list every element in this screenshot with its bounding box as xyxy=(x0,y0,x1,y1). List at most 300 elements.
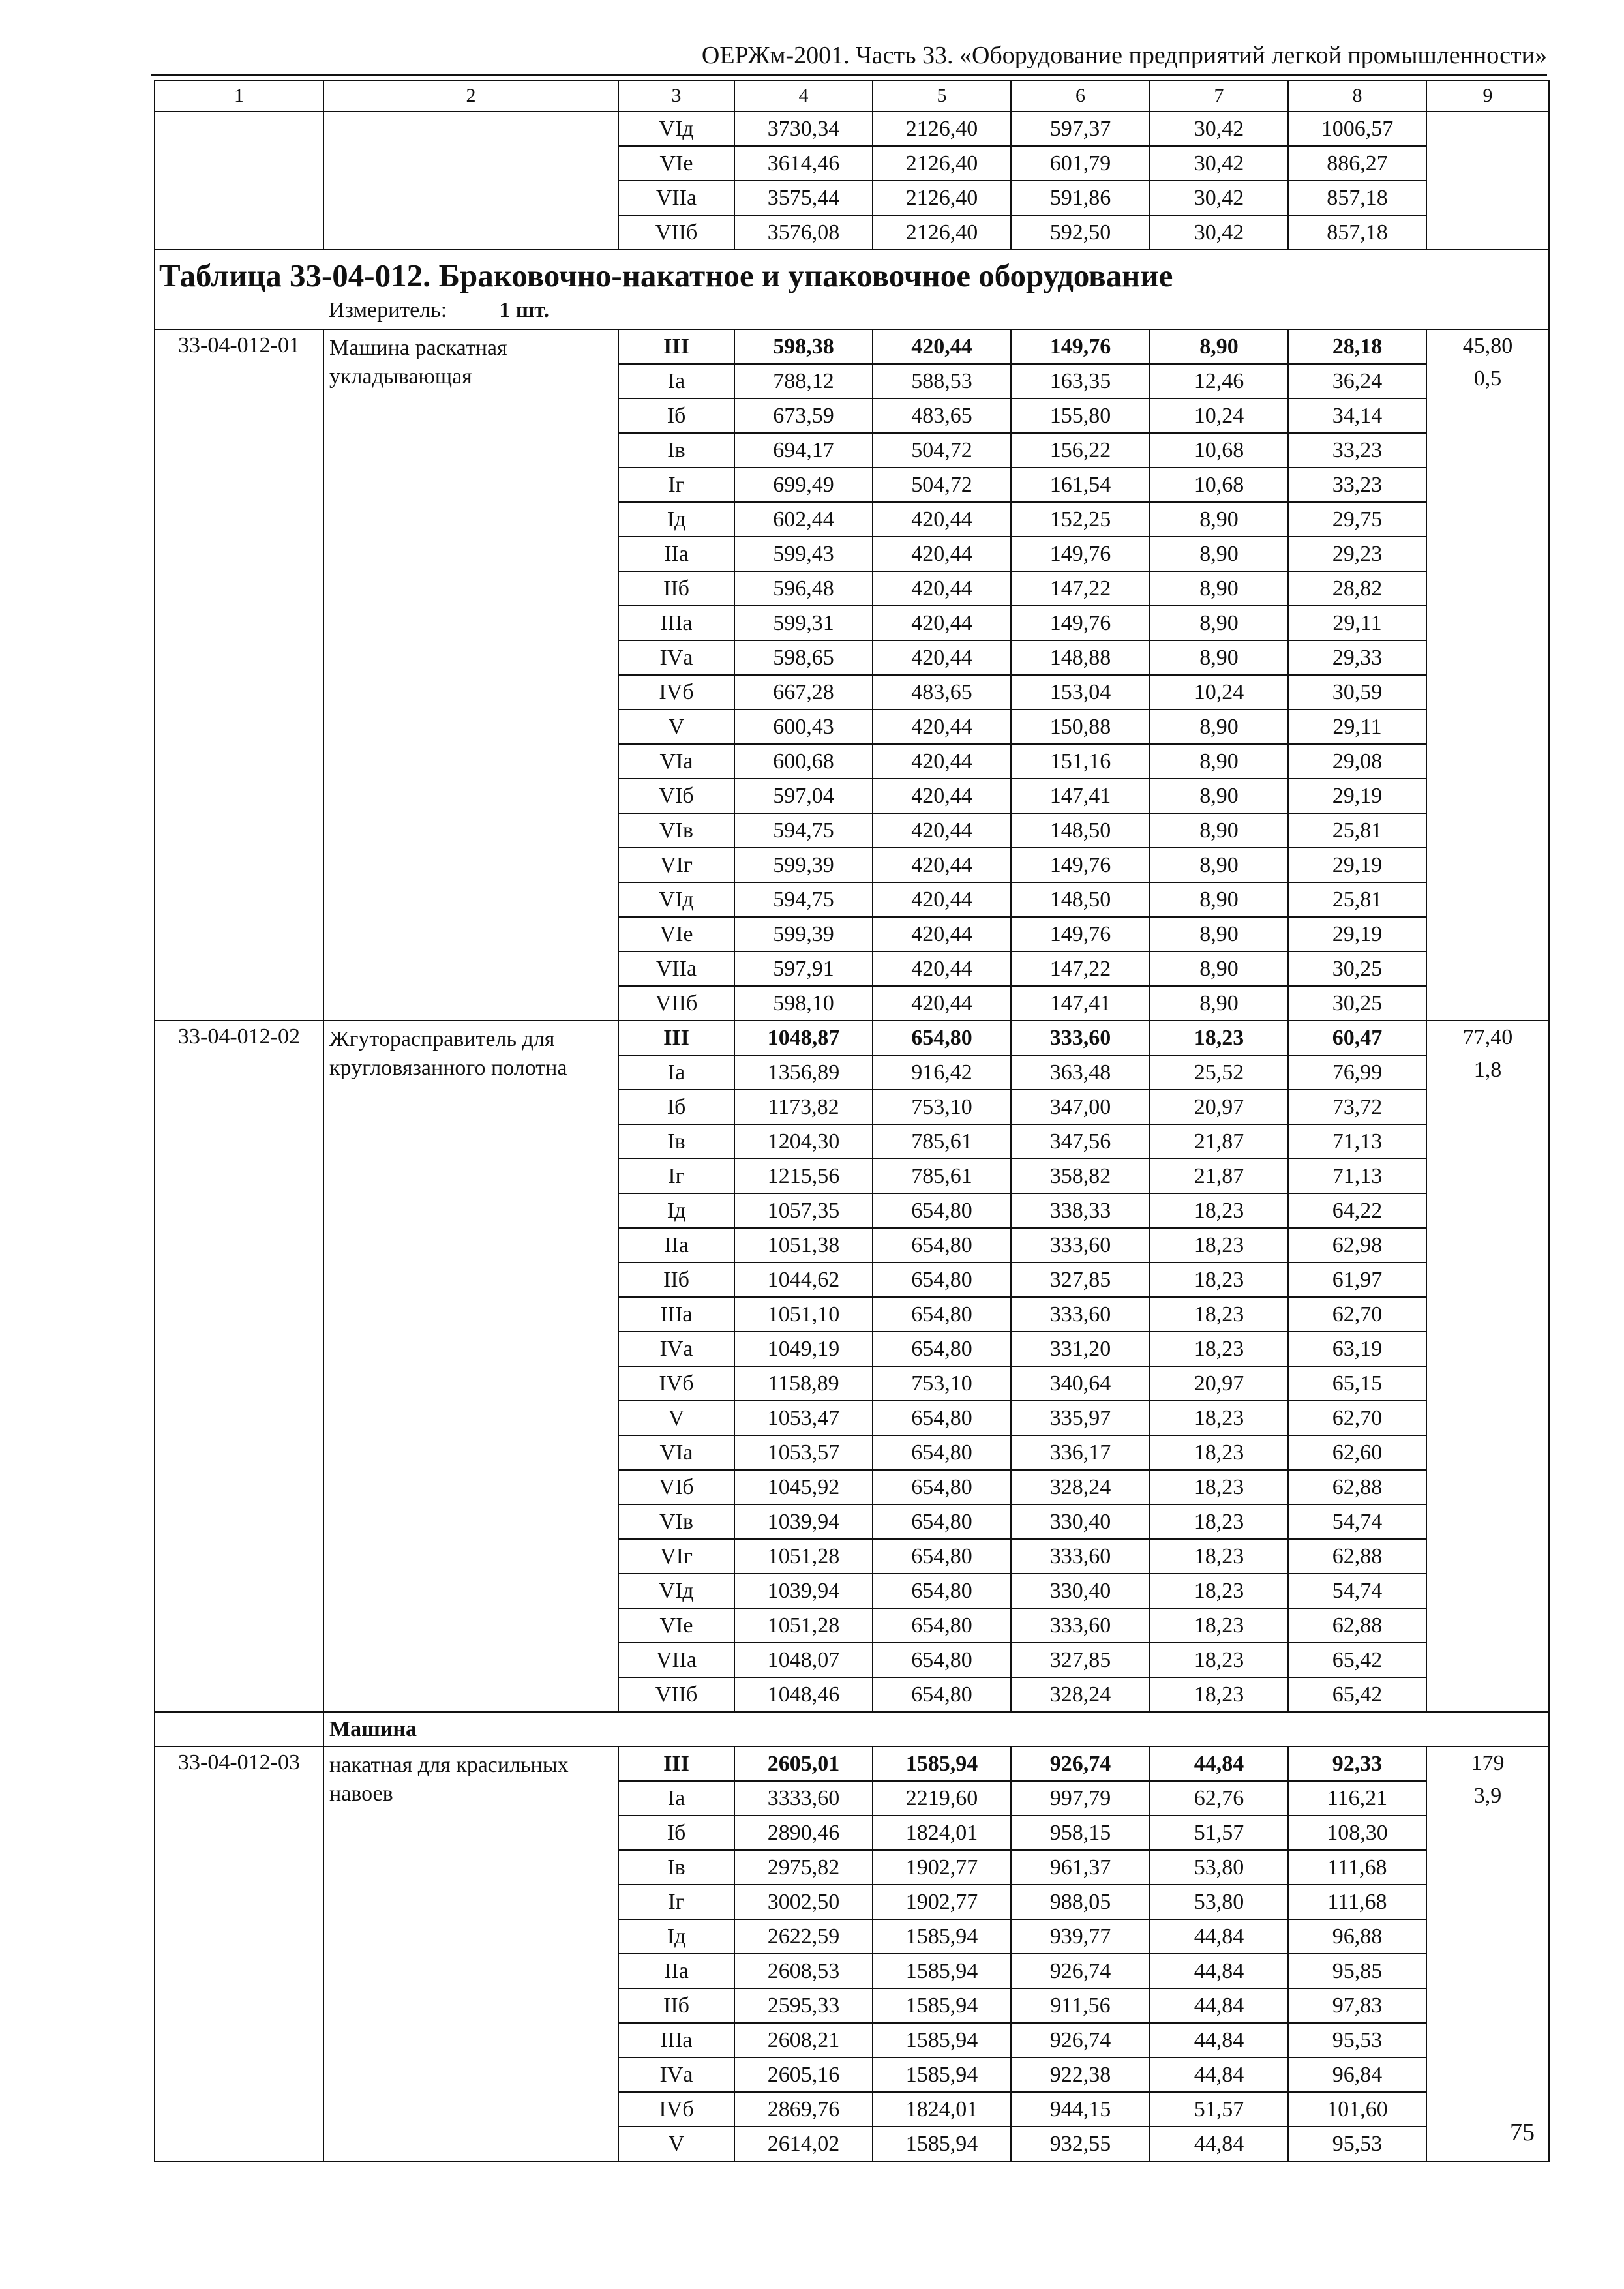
region-cell: VIв xyxy=(618,813,734,848)
value-cell: 420,44 xyxy=(873,640,1011,675)
value-cell: 54,74 xyxy=(1288,1504,1426,1539)
header-rule xyxy=(151,74,1547,76)
value-cell: 598,38 xyxy=(734,329,873,364)
value-cell: 21,87 xyxy=(1150,1159,1288,1193)
value-cell: 2890,46 xyxy=(734,1816,873,1850)
region-cell: Iв xyxy=(618,433,734,468)
value-cell: 2605,16 xyxy=(734,2057,873,2092)
value-cell: 101,60 xyxy=(1288,2092,1426,2127)
table-row xyxy=(155,329,1549,364)
value-cell: 1585,94 xyxy=(873,2127,1011,2161)
value-cell: 18,23 xyxy=(1150,1332,1288,1366)
value-cell: 18,23 xyxy=(1150,1228,1288,1263)
region-cell: IIа xyxy=(618,537,734,571)
value-cell: 328,24 xyxy=(1011,1470,1150,1504)
extra-value: 179 xyxy=(1471,1751,1505,1775)
region-cell: V xyxy=(618,2127,734,2161)
value-cell: 18,23 xyxy=(1150,1504,1288,1539)
value-cell: 2975,82 xyxy=(734,1850,873,1885)
value-cell: 18,23 xyxy=(1150,1677,1288,1712)
value-cell: 29,75 xyxy=(1288,502,1426,537)
region-cell: VIIб xyxy=(618,986,734,1021)
value-cell: 29,19 xyxy=(1288,917,1426,951)
value-cell: 788,12 xyxy=(734,364,873,398)
value-cell: 588,53 xyxy=(873,364,1011,398)
value-cell: 3002,50 xyxy=(734,1885,873,1919)
value-cell: 601,79 xyxy=(1011,146,1150,181)
value-cell: 3730,34 xyxy=(734,112,873,146)
region-cell: VIа xyxy=(618,744,734,779)
value-cell: 95,85 xyxy=(1288,1954,1426,1988)
value-cell: 18,23 xyxy=(1150,1401,1288,1435)
value-cell: 1057,35 xyxy=(734,1193,873,1228)
value-cell: 1824,01 xyxy=(873,2092,1011,2127)
value-cell: 347,56 xyxy=(1011,1124,1150,1159)
table-title-row xyxy=(155,250,1549,329)
region-cell: IIб xyxy=(618,571,734,606)
value-cell: 363,48 xyxy=(1011,1055,1150,1090)
value-cell: 8,90 xyxy=(1150,606,1288,640)
value-cell: 30,42 xyxy=(1150,112,1288,146)
region-cell: VIд xyxy=(618,882,734,917)
value-cell: 333,60 xyxy=(1011,1228,1150,1263)
value-cell: 33,23 xyxy=(1288,433,1426,468)
region-cell: VIIа xyxy=(618,951,734,986)
value-cell: 44,84 xyxy=(1150,2057,1288,2092)
code-cell xyxy=(155,112,323,250)
value-cell: 29,23 xyxy=(1288,537,1426,571)
value-cell: 1173,82 xyxy=(734,1090,873,1124)
value-cell: 654,80 xyxy=(873,1539,1011,1574)
value-cell: 62,70 xyxy=(1288,1297,1426,1332)
region-cell: VIIб xyxy=(618,1677,734,1712)
value-cell: 28,82 xyxy=(1288,571,1426,606)
value-cell: 8,90 xyxy=(1150,329,1288,364)
value-cell: 3333,60 xyxy=(734,1781,873,1816)
value-cell: 654,80 xyxy=(873,1435,1011,1470)
value-cell: 8,90 xyxy=(1150,640,1288,675)
value-cell: 997,79 xyxy=(1011,1781,1150,1816)
table-row xyxy=(155,1746,1549,1781)
column-number-row xyxy=(155,80,1549,112)
value-cell: 161,54 xyxy=(1011,468,1150,502)
region-cell: Iа xyxy=(618,1055,734,1090)
subheading-row xyxy=(155,1712,1549,1746)
value-cell: 911,56 xyxy=(1011,1988,1150,2023)
region-cell: V xyxy=(618,710,734,744)
value-cell: 338,33 xyxy=(1011,1193,1150,1228)
region-cell: Iб xyxy=(618,398,734,433)
value-cell: 149,76 xyxy=(1011,537,1150,571)
region-cell: IVб xyxy=(618,1366,734,1401)
value-cell: 62,88 xyxy=(1288,1470,1426,1504)
value-cell: 420,44 xyxy=(873,710,1011,744)
region-cell: Iб xyxy=(618,1090,734,1124)
value-cell: 1045,92 xyxy=(734,1470,873,1504)
value-cell: 654,80 xyxy=(873,1297,1011,1332)
value-cell: 1039,94 xyxy=(734,1574,873,1608)
value-cell: 420,44 xyxy=(873,779,1011,813)
extra-cell xyxy=(1426,112,1549,250)
region-cell: VIIб xyxy=(618,215,734,250)
value-cell: 8,90 xyxy=(1150,744,1288,779)
value-cell: 504,72 xyxy=(873,468,1011,502)
value-cell: 150,88 xyxy=(1011,710,1150,744)
value-cell: 116,21 xyxy=(1288,1781,1426,1816)
value-cell: 108,30 xyxy=(1288,1816,1426,1850)
region-cell: VIг xyxy=(618,1539,734,1574)
item-code: 33-04-012-03 xyxy=(155,1746,323,2161)
value-cell: 148,88 xyxy=(1011,640,1150,675)
value-cell: 916,42 xyxy=(873,1055,1011,1090)
value-cell: 65,15 xyxy=(1288,1366,1426,1401)
value-cell: 3576,08 xyxy=(734,215,873,250)
value-cell: 149,76 xyxy=(1011,848,1150,882)
value-cell: 340,64 xyxy=(1011,1366,1150,1401)
value-cell: 111,68 xyxy=(1288,1850,1426,1885)
region-cell: VIIа xyxy=(618,181,734,215)
value-cell: 926,74 xyxy=(1011,2023,1150,2057)
region-cell: Iг xyxy=(618,468,734,502)
value-cell: 327,85 xyxy=(1011,1643,1150,1677)
value-cell: 53,80 xyxy=(1150,1850,1288,1885)
value-cell: 753,10 xyxy=(873,1366,1011,1401)
region-cell: Iб xyxy=(618,1816,734,1850)
value-cell: 29,19 xyxy=(1288,848,1426,882)
value-cell: 44,84 xyxy=(1150,2127,1288,2161)
value-cell: 155,80 xyxy=(1011,398,1150,433)
value-cell: 1585,94 xyxy=(873,1919,1011,1954)
value-cell: 111,68 xyxy=(1288,1885,1426,1919)
value-cell: 95,53 xyxy=(1288,2127,1426,2161)
value-cell: 8,90 xyxy=(1150,537,1288,571)
value-cell: 62,70 xyxy=(1288,1401,1426,1435)
value-cell: 1902,77 xyxy=(873,1850,1011,1885)
region-cell: Iд xyxy=(618,502,734,537)
value-cell: 699,49 xyxy=(734,468,873,502)
value-cell: 599,39 xyxy=(734,848,873,882)
value-cell: 1006,57 xyxy=(1288,112,1426,146)
value-cell: 330,40 xyxy=(1011,1574,1150,1608)
region-cell: VIе xyxy=(618,917,734,951)
value-cell: 483,65 xyxy=(873,398,1011,433)
column-number: 1 xyxy=(155,80,323,112)
value-cell: 654,80 xyxy=(873,1021,1011,1055)
value-cell: 30,42 xyxy=(1150,146,1288,181)
value-cell: 2126,40 xyxy=(873,215,1011,250)
value-cell: 18,23 xyxy=(1150,1643,1288,1677)
region-cell: VIа xyxy=(618,1435,734,1470)
value-cell: 20,97 xyxy=(1150,1090,1288,1124)
running-title: ОЕРЖм-2001. Часть 33. «Оборудование предприятий легкой промышленности» xyxy=(701,42,1547,69)
value-cell: 8,90 xyxy=(1150,571,1288,606)
table-title: Таблица 33-04-012. Браковочно-накатное и упаковочное оборудование xyxy=(159,258,1173,293)
region-cell: III xyxy=(618,1021,734,1055)
region-cell: III xyxy=(618,1746,734,1781)
region-cell: Iд xyxy=(618,1193,734,1228)
table-row xyxy=(155,1021,1549,1055)
value-cell: 10,24 xyxy=(1150,675,1288,710)
value-cell: 12,46 xyxy=(1150,364,1288,398)
value-cell: 18,23 xyxy=(1150,1574,1288,1608)
value-cell: 71,13 xyxy=(1288,1124,1426,1159)
region-cell: VIг xyxy=(618,848,734,882)
value-cell: 62,88 xyxy=(1288,1539,1426,1574)
code-cell xyxy=(155,1712,323,1746)
value-cell: 335,97 xyxy=(1011,1401,1150,1435)
value-cell: 54,74 xyxy=(1288,1574,1426,1608)
value-cell: 1585,94 xyxy=(873,2057,1011,2092)
value-cell: 600,43 xyxy=(734,710,873,744)
region-cell: VIIа xyxy=(618,1643,734,1677)
value-cell: 597,37 xyxy=(1011,112,1150,146)
extra-value: 77,40 xyxy=(1462,1025,1513,1049)
value-cell: 8,90 xyxy=(1150,951,1288,986)
value-cell: 30,42 xyxy=(1150,181,1288,215)
region-cell: Iа xyxy=(618,1781,734,1816)
value-cell: 62,88 xyxy=(1288,1608,1426,1643)
value-cell: 62,76 xyxy=(1150,1781,1288,1816)
value-cell: 20,97 xyxy=(1150,1366,1288,1401)
value-cell: 327,85 xyxy=(1011,1263,1150,1297)
value-cell: 599,31 xyxy=(734,606,873,640)
value-cell: 333,60 xyxy=(1011,1608,1150,1643)
region-cell: IIб xyxy=(618,1988,734,2023)
value-cell: 654,80 xyxy=(873,1470,1011,1504)
item-name: накатная для красильных навоев xyxy=(323,1746,618,2161)
value-cell: 599,39 xyxy=(734,917,873,951)
value-cell: 3614,46 xyxy=(734,146,873,181)
value-cell: 504,72 xyxy=(873,433,1011,468)
column-number: 6 xyxy=(1011,80,1150,112)
value-cell: 8,90 xyxy=(1150,813,1288,848)
value-cell: 148,50 xyxy=(1011,813,1150,848)
value-cell: 1215,56 xyxy=(734,1159,873,1193)
region-cell: Iг xyxy=(618,1885,734,1919)
value-cell: 886,27 xyxy=(1288,146,1426,181)
table-title-cell xyxy=(155,250,1549,329)
extra-value: 1,8 xyxy=(1473,1058,1502,1082)
value-cell: 420,44 xyxy=(873,606,1011,640)
value-cell: 18,23 xyxy=(1150,1435,1288,1470)
value-cell: 1048,07 xyxy=(734,1643,873,1677)
value-cell: 420,44 xyxy=(873,537,1011,571)
page-header xyxy=(151,39,1547,72)
value-cell: 1356,89 xyxy=(734,1055,873,1090)
value-cell: 25,81 xyxy=(1288,882,1426,917)
value-cell: 654,80 xyxy=(873,1677,1011,1712)
value-cell: 29,11 xyxy=(1288,710,1426,744)
value-cell: 596,48 xyxy=(734,571,873,606)
value-cell: 64,22 xyxy=(1288,1193,1426,1228)
value-cell: 654,80 xyxy=(873,1608,1011,1643)
value-cell: 62,98 xyxy=(1288,1228,1426,1263)
value-cell: 1158,89 xyxy=(734,1366,873,1401)
extra-value: 45,80 xyxy=(1462,334,1513,358)
value-cell: 753,10 xyxy=(873,1090,1011,1124)
region-cell: VIд xyxy=(618,112,734,146)
rates-table xyxy=(154,80,1550,2162)
value-cell: 61,97 xyxy=(1288,1263,1426,1297)
value-cell: 597,91 xyxy=(734,951,873,986)
value-cell: 598,10 xyxy=(734,986,873,1021)
value-cell: 1824,01 xyxy=(873,1816,1011,1850)
value-cell: 147,22 xyxy=(1011,571,1150,606)
region-cell: VIб xyxy=(618,1470,734,1504)
value-cell: 76,99 xyxy=(1288,1055,1426,1090)
value-cell: 44,84 xyxy=(1150,1954,1288,1988)
region-cell: IVа xyxy=(618,1332,734,1366)
value-cell: 10,24 xyxy=(1150,398,1288,433)
unit-value: 1 шт. xyxy=(499,298,550,322)
value-cell: 30,42 xyxy=(1150,215,1288,250)
subheading-cell: Машина xyxy=(323,1712,1549,1746)
extra-value: 3,9 xyxy=(1473,1784,1502,1808)
value-cell: 10,68 xyxy=(1150,468,1288,502)
value-cell: 420,44 xyxy=(873,986,1011,1021)
value-cell: 30,25 xyxy=(1288,951,1426,986)
value-cell: 163,35 xyxy=(1011,364,1150,398)
column-number: 4 xyxy=(734,80,873,112)
value-cell: 73,72 xyxy=(1288,1090,1426,1124)
value-cell: 944,15 xyxy=(1011,2092,1150,2127)
unit-line xyxy=(159,297,1544,323)
value-cell: 18,23 xyxy=(1150,1470,1288,1504)
region-cell: IVа xyxy=(618,2057,734,2092)
value-cell: 594,75 xyxy=(734,813,873,848)
value-cell: 654,80 xyxy=(873,1332,1011,1366)
value-cell: 958,15 xyxy=(1011,1816,1150,1850)
value-cell: 328,24 xyxy=(1011,1677,1150,1712)
value-cell: 149,76 xyxy=(1011,917,1150,951)
value-cell: 654,80 xyxy=(873,1643,1011,1677)
value-cell: 18,23 xyxy=(1150,1608,1288,1643)
region-cell: V xyxy=(618,1401,734,1435)
value-cell: 654,80 xyxy=(873,1401,1011,1435)
value-cell: 333,60 xyxy=(1011,1297,1150,1332)
value-cell: 152,25 xyxy=(1011,502,1150,537)
value-cell: 420,44 xyxy=(873,813,1011,848)
value-cell: 1044,62 xyxy=(734,1263,873,1297)
value-cell: 65,42 xyxy=(1288,1677,1426,1712)
value-cell: 2126,40 xyxy=(873,181,1011,215)
value-cell: 1902,77 xyxy=(873,1885,1011,1919)
value-cell: 96,84 xyxy=(1288,2057,1426,2092)
value-cell: 922,38 xyxy=(1011,2057,1150,2092)
value-cell: 592,50 xyxy=(1011,215,1150,250)
value-cell: 483,65 xyxy=(873,675,1011,710)
value-cell: 18,23 xyxy=(1150,1021,1288,1055)
value-cell: 420,44 xyxy=(873,329,1011,364)
value-cell: 1585,94 xyxy=(873,1954,1011,1988)
value-cell: 18,23 xyxy=(1150,1263,1288,1297)
region-cell: VIд xyxy=(618,1574,734,1608)
value-cell: 153,04 xyxy=(1011,675,1150,710)
value-cell: 420,44 xyxy=(873,848,1011,882)
page-number: 75 xyxy=(1510,2119,1535,2146)
value-cell: 1585,94 xyxy=(873,2023,1011,2057)
item-code: 33-04-012-02 xyxy=(155,1021,323,1712)
value-cell: 420,44 xyxy=(873,917,1011,951)
value-cell: 420,44 xyxy=(873,744,1011,779)
extra-cell xyxy=(1426,1746,1549,2161)
region-cell: Iд xyxy=(618,1919,734,1954)
value-cell: 420,44 xyxy=(873,951,1011,986)
extra-value: 0,5 xyxy=(1473,367,1502,391)
value-cell: 926,74 xyxy=(1011,1954,1150,1988)
value-cell: 53,80 xyxy=(1150,1885,1288,1919)
value-cell: 939,77 xyxy=(1011,1919,1150,1954)
value-cell: 1048,46 xyxy=(734,1677,873,1712)
value-cell: 18,23 xyxy=(1150,1297,1288,1332)
column-number: 7 xyxy=(1150,80,1288,112)
value-cell: 1204,30 xyxy=(734,1124,873,1159)
value-cell: 2595,33 xyxy=(734,1988,873,2023)
value-cell: 44,84 xyxy=(1150,1746,1288,1781)
value-cell: 51,57 xyxy=(1150,2092,1288,2127)
value-cell: 51,57 xyxy=(1150,1816,1288,1850)
value-cell: 10,68 xyxy=(1150,433,1288,468)
value-cell: 1039,94 xyxy=(734,1504,873,1539)
value-cell: 591,86 xyxy=(1011,181,1150,215)
table-body xyxy=(155,80,1549,2161)
region-cell: IIб xyxy=(618,1263,734,1297)
value-cell: 151,16 xyxy=(1011,744,1150,779)
value-cell: 988,05 xyxy=(1011,1885,1150,1919)
value-cell: 358,82 xyxy=(1011,1159,1150,1193)
value-cell: 147,41 xyxy=(1011,779,1150,813)
value-cell: 420,44 xyxy=(873,502,1011,537)
region-cell: IVб xyxy=(618,2092,734,2127)
value-cell: 932,55 xyxy=(1011,2127,1150,2161)
value-cell: 18,23 xyxy=(1150,1193,1288,1228)
value-cell: 594,75 xyxy=(734,882,873,917)
region-cell: IIIа xyxy=(618,1297,734,1332)
value-cell: 63,19 xyxy=(1288,1332,1426,1366)
value-cell: 1049,19 xyxy=(734,1332,873,1366)
value-cell: 2126,40 xyxy=(873,112,1011,146)
value-cell: 8,90 xyxy=(1150,882,1288,917)
value-cell: 60,47 xyxy=(1288,1021,1426,1055)
region-cell: IIа xyxy=(618,1228,734,1263)
value-cell: 420,44 xyxy=(873,571,1011,606)
value-cell: 62,60 xyxy=(1288,1435,1426,1470)
value-cell: 8,90 xyxy=(1150,710,1288,744)
value-cell: 44,84 xyxy=(1150,2023,1288,2057)
value-cell: 8,90 xyxy=(1150,986,1288,1021)
value-cell: 1048,87 xyxy=(734,1021,873,1055)
value-cell: 2614,02 xyxy=(734,2127,873,2161)
value-cell: 2219,60 xyxy=(873,1781,1011,1816)
table-row xyxy=(155,112,1549,146)
column-number: 9 xyxy=(1426,80,1549,112)
value-cell: 8,90 xyxy=(1150,779,1288,813)
value-cell: 654,80 xyxy=(873,1574,1011,1608)
value-cell: 1051,38 xyxy=(734,1228,873,1263)
value-cell: 148,50 xyxy=(1011,882,1150,917)
value-cell: 65,42 xyxy=(1288,1643,1426,1677)
region-cell: VIв xyxy=(618,1504,734,1539)
value-cell: 1053,47 xyxy=(734,1401,873,1435)
value-cell: 147,22 xyxy=(1011,951,1150,986)
region-cell: IVб xyxy=(618,675,734,710)
value-cell: 857,18 xyxy=(1288,215,1426,250)
value-cell: 25,81 xyxy=(1288,813,1426,848)
value-cell: 149,76 xyxy=(1011,606,1150,640)
value-cell: 92,33 xyxy=(1288,1746,1426,1781)
value-cell: 785,61 xyxy=(873,1124,1011,1159)
value-cell: 667,28 xyxy=(734,675,873,710)
